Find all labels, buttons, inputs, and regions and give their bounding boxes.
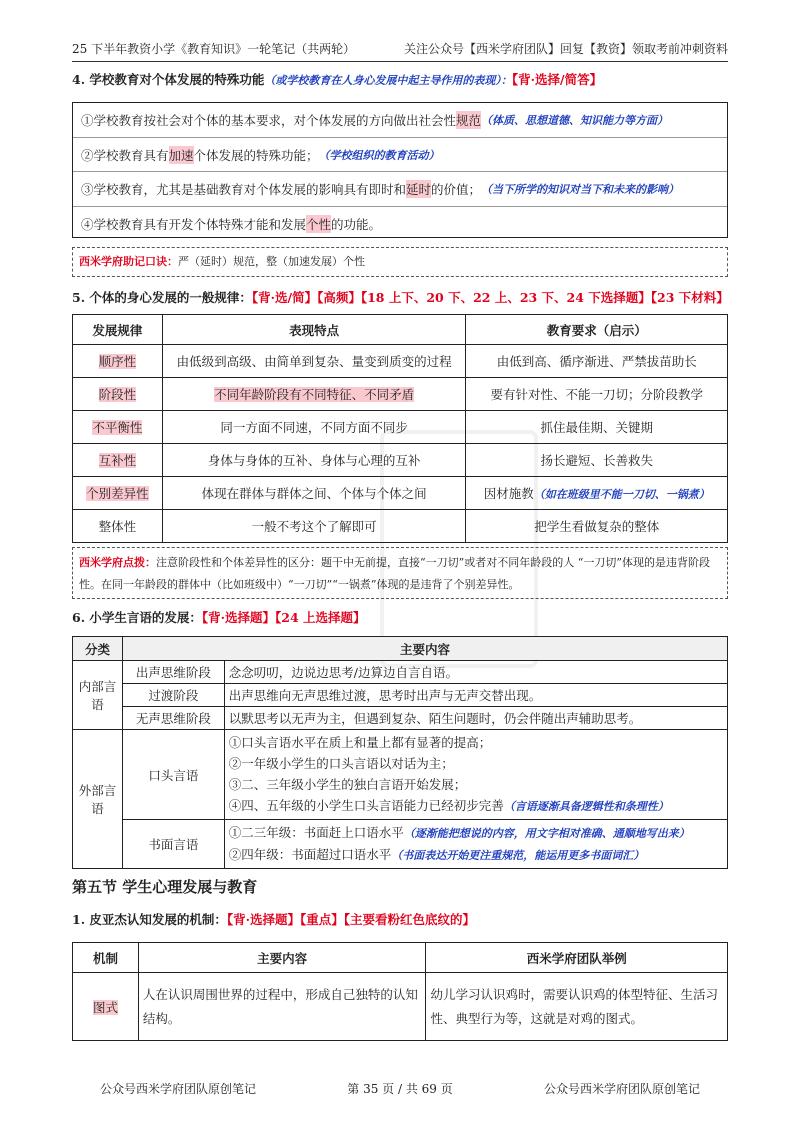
- p1-title: 1. 皮亚杰认知发展的机制：: [72, 912, 227, 927]
- oral-line: [229, 795, 723, 817]
- req-cell: [466, 477, 728, 510]
- oral-cell: [224, 730, 727, 820]
- s4-item: [73, 103, 727, 137]
- req-text: 扬长避短、长善救失: [540, 453, 653, 468]
- p1-table: [72, 942, 728, 1041]
- content-cell: 以默思考以无声为主，但遇到复杂、陌生问题时，仍会伴随出声辅助思考。: [224, 707, 727, 730]
- s5-tag: 【背·选/简】【高频】【18 上下、20 下、22 上、23 下、24 下选择题】【23 下材料】: [251, 290, 729, 305]
- table-row: [73, 730, 728, 820]
- req-note: （如在班级里不能一刀切、一锅煮）: [533, 488, 710, 501]
- written-text: ②四年级：书面超过口语水平: [228, 847, 392, 862]
- stage-cell: 无声思维阶段: [122, 707, 224, 730]
- mnemonic-text: 严（延时）规范，整（加速发展）个性: [178, 255, 365, 268]
- feature-cell: [162, 378, 466, 411]
- tip-text: 注意阶段性和个体差异性的区分：题干中无前提，直接“一刀切”或者对不同年龄段的人 “一刀切”体现的是违背阶段性。在同一年龄段的群体中（比如班级中）“一刀切”“一锅煮”体现的是违背了个别差异性。: [79, 556, 710, 591]
- written-note: （逐渐能把想说的内容，用文字相对准确、通顺地写出来）: [403, 827, 690, 840]
- law-text: 阶段性: [98, 387, 137, 402]
- written-text: ①二三年级：书面赶上口语水平: [228, 825, 404, 840]
- content-cell: 人在认识周围世界的过程中，形成自己独特的认知结构。: [138, 973, 426, 1041]
- feature-cell: 体现在群体与群体之间、个体与个体之间: [162, 477, 466, 510]
- req-text: 把学生看做复杂的整体: [534, 519, 660, 534]
- table-row: [73, 707, 728, 730]
- req-text: 由低到高、循序渐进、严禁拔苗助长: [496, 354, 697, 369]
- s4-mnemonic: [72, 247, 728, 277]
- th-req: 教育要求（启示）: [466, 315, 728, 345]
- th-feature: 表现特点: [162, 315, 466, 345]
- mnemonic-label: 西米学府助记口诀：: [79, 255, 178, 268]
- law-cell: [73, 345, 163, 378]
- req-text: 因材施教: [483, 486, 534, 501]
- s5-tip: [72, 547, 728, 599]
- s4-item-highlight: 加速: [168, 147, 194, 163]
- law-cell: [73, 444, 163, 477]
- stage-cell: 出声思维阶段: [122, 661, 224, 684]
- s4-item-text: ③学校教育，尤其是基础教育对个体发展的影响具有即时和: [81, 182, 407, 197]
- oral-line-text: ④四、五年级的小学生口头言语能力已经初步完善: [228, 798, 504, 813]
- th-content: 主要内容: [138, 943, 426, 973]
- feature-cell: 由低级到高级、由简单到复杂、量变到质变的过程: [162, 345, 466, 378]
- th-example: 西米学府团队举例: [426, 943, 728, 973]
- footer-right: 公众号西米学府团队原创笔记: [543, 1082, 700, 1096]
- written-cell: [224, 820, 727, 869]
- table-row: [73, 684, 728, 707]
- example-cell: 幼儿学习认识鸡时，需要认识鸡的体型特征、生活习性、典型行为等，这就是对鸡的图式。: [426, 973, 728, 1041]
- law-cell: [73, 411, 163, 444]
- table-row: [73, 411, 728, 444]
- written-note: （书面表达开始更注重规范，能运用更多书面词汇）: [391, 849, 645, 862]
- stage-cell: 过渡阶段: [122, 684, 224, 707]
- tip-label: 西米学府点拨：: [79, 556, 156, 569]
- s4-box: [72, 102, 728, 238]
- law-text: 顺序性: [98, 354, 137, 369]
- p1-tag: 【背·选择题】: [226, 912, 301, 927]
- s4-item-highlight: 个性: [306, 216, 332, 232]
- oral-line: ③二、三年级小学生的独白言语开始发展；: [228, 777, 467, 792]
- inner-label: 内部言语: [73, 661, 123, 730]
- s4-note: （或学校教育在人身心发展中起主导作用的表现）：: [264, 74, 512, 87]
- s4-item-post: 个体发展的特殊功能；: [193, 147, 319, 163]
- law-text: 整体性: [98, 519, 137, 534]
- req-text: 要有针对性、不能一刀切；分阶段教学: [490, 387, 703, 402]
- content-cell: 出声思维向无声思维过渡，思考时出声与无声交替出现。: [224, 684, 727, 707]
- th-law: 发展规律: [73, 315, 163, 345]
- content-cell: 念念叨叨，边说边思考/边算边自言自语。: [224, 661, 727, 684]
- law-text: 不平衡性: [92, 420, 143, 435]
- table-row: [73, 973, 728, 1041]
- oral-line: ②一年级小学生的口头言语以对话为主；: [228, 756, 454, 771]
- s4-item-post: 的价值；: [431, 182, 482, 197]
- s4-item-note: （体质、思想道德、知识能力等方面）: [481, 114, 669, 127]
- table-row: [73, 444, 728, 477]
- s4-item: [73, 137, 727, 171]
- term-text: 图式: [92, 999, 118, 1015]
- s6-tag: 【背·选择题】【24 上选择题】: [201, 610, 366, 625]
- table-header: [73, 637, 728, 661]
- outer-label: 外部言语: [73, 730, 123, 869]
- req-cell: [466, 510, 728, 543]
- s4-item: [73, 206, 727, 240]
- s4-item-text: ②学校教育具有: [81, 147, 169, 163]
- written-line: [229, 822, 723, 844]
- footer-page: 第 35 页 / 共 69 页: [347, 1082, 453, 1096]
- th-content: 主要内容: [122, 637, 727, 661]
- req-text: 抓住最佳期、关键期: [540, 420, 653, 435]
- s6-heading: [72, 608, 366, 626]
- table-row: [73, 345, 728, 378]
- table-header: [73, 315, 728, 345]
- page-header: [72, 40, 728, 62]
- law-text: 个别差异性: [86, 486, 149, 501]
- law-cell: [73, 378, 163, 411]
- table-row: [73, 378, 728, 411]
- term-cell: [73, 973, 139, 1041]
- req-cell: [466, 444, 728, 477]
- table-header: [73, 943, 728, 973]
- s4-heading: [72, 70, 602, 88]
- oral-label: 口头言语: [122, 730, 224, 820]
- feature-text: 不同年龄阶段有不同特征、不同矛盾: [214, 387, 415, 402]
- law-text: 互补性: [98, 453, 137, 468]
- written-label: 书面言语: [122, 820, 224, 869]
- s4-item-post: 的功能。: [331, 216, 382, 232]
- s5-table: [72, 314, 728, 543]
- s4-item-text: ④学校教育具有开发个体特殊才能和发展: [81, 216, 307, 232]
- req-cell: [466, 378, 728, 411]
- s4-tag: 【背·选择/简答】: [511, 72, 603, 87]
- s4-item-note: （学校组织的教育活动）: [318, 148, 440, 162]
- feature-cell: 一般不考这个了解即可: [162, 510, 466, 543]
- table-row: [73, 477, 728, 510]
- s4-item: [73, 171, 727, 206]
- written-line: [229, 844, 723, 866]
- feature-cell: 同一方面不同速，不同方面不同步: [162, 411, 466, 444]
- oral-note: （言语逐渐具备逻辑性和条理性）: [503, 800, 669, 813]
- s4-item-note: （当下所学的知识对当下和未来的影响）: [481, 183, 680, 196]
- law-cell: [73, 477, 163, 510]
- header-left: 25 下半年教资小学《教育知识》一轮笔记（共两轮）: [72, 42, 356, 56]
- section-title: 第五节 学生心理发展与教育: [72, 878, 258, 896]
- header-right: 关注公众号【西米学府团队】回复【教资】领取考前冲刺资料: [403, 42, 728, 56]
- s6-title: 6. 小学生言语的发展：: [72, 610, 202, 625]
- s4-item-text: ①学校教育按社会对个体的基本要求，对个体发展的方向做出社会性: [81, 113, 457, 128]
- s4-title: 4. 学校教育对个体发展的特殊功能: [72, 72, 265, 87]
- s5-title: 5. 个体的身心发展的一般规律：: [72, 290, 252, 305]
- p1-tag2: 【重点】: [300, 912, 344, 927]
- oral-line: ①口头言语水平在质上和量上都有显著的提高；: [228, 735, 492, 750]
- req-cell: [466, 345, 728, 378]
- table-row: [73, 661, 728, 684]
- table-row: [73, 510, 728, 543]
- table-row: [73, 820, 728, 869]
- req-cell: [466, 411, 728, 444]
- feature-cell: 身体与身体的互补、身体与心理的互补: [162, 444, 466, 477]
- s6-table: [72, 636, 728, 869]
- th-category: 分类: [73, 637, 123, 661]
- law-cell: [73, 510, 163, 543]
- page-footer: [100, 1080, 700, 1097]
- s4-item-highlight: 规范: [456, 113, 482, 128]
- p1-tag3: 【主要看粉红色底纹的】: [343, 912, 476, 927]
- th-term: 机制: [73, 943, 139, 973]
- p1-heading: [72, 910, 475, 928]
- s4-item-highlight: 延时: [406, 182, 432, 197]
- footer-left: 公众号西米学府团队原创笔记: [100, 1082, 257, 1096]
- s5-heading: [72, 288, 729, 306]
